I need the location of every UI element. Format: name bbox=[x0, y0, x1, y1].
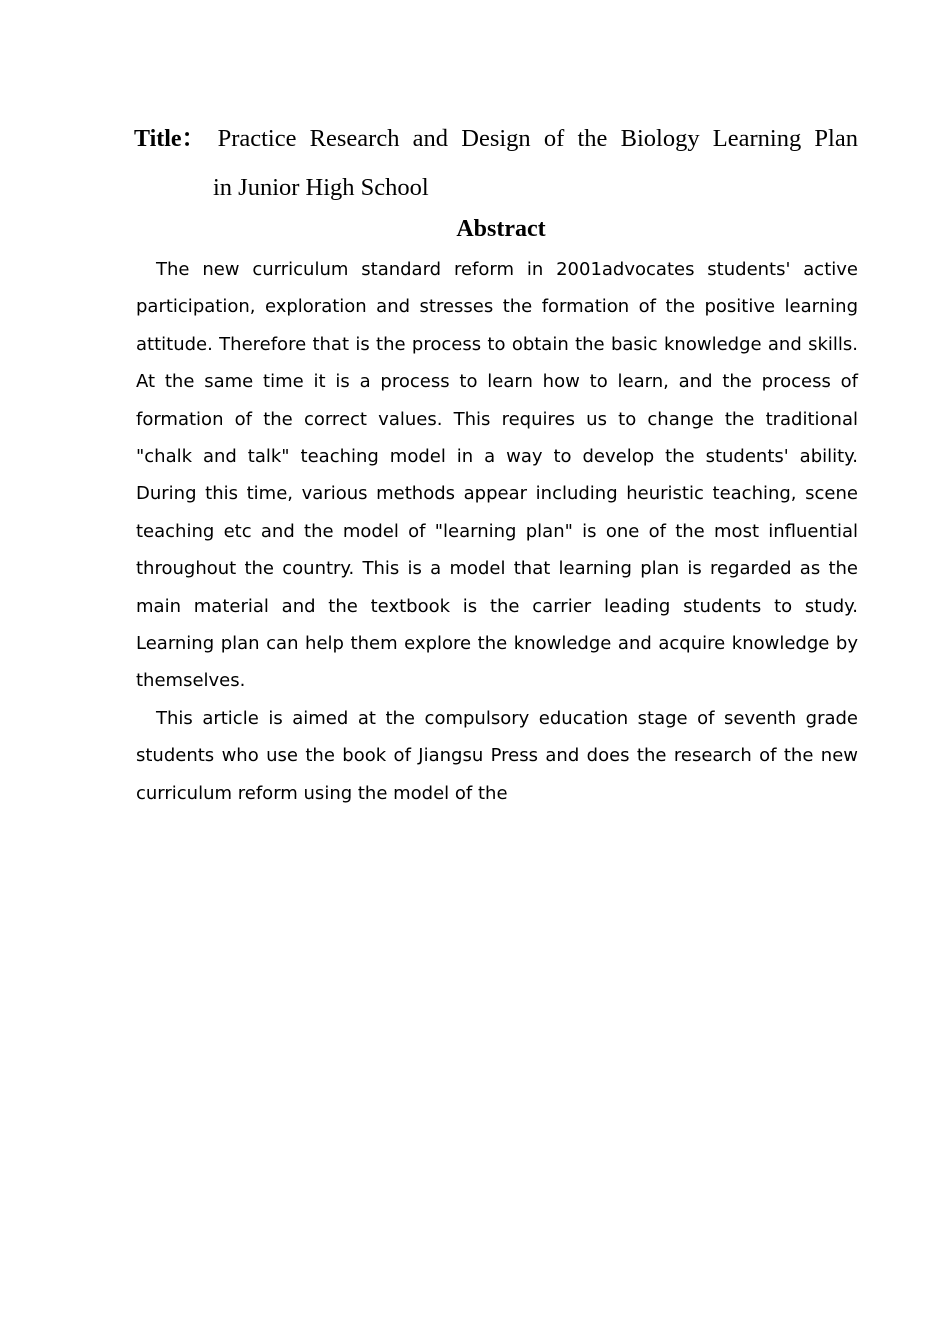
abstract-heading: Abstract bbox=[456, 216, 546, 242]
title-line bbox=[134, 118, 858, 164]
title-block bbox=[134, 118, 858, 206]
abstract-paragraph: The new curriculum standard reform in 2001advocates students' active participation, exploration and stresses the formation of the positive learning attitude. Therefore that is the process to obtain the basic knowledge and skills. At the same time it is a process to learn how to learn, and the process of formation of the correct values. This requires us to change the traditional "chalk and talk" teaching model in a way to develop the students' ability. During this time, various methods appear including heuristic teaching, scene teaching etc and the model of "learning plan" is one of the most influential throughout the country. This is a model that learning plan is regarded as the main material and the textbook is the carrier leading students to study. Learning plan can help them explore the knowledge and acquire knowledge by themselves. bbox=[136, 259, 858, 692]
title-label: Title： bbox=[134, 126, 206, 152]
title-text-line2: in Junior High School bbox=[213, 174, 429, 201]
abstract-paragraph: This article is aimed at the compulsory education stage of seventh grade students who use the book of Jiangsu Press and does the research of the new curriculum reform using the model of the bbox=[136, 707, 858, 804]
title-text-line1: Practice Research and Design of the Biology Learning Plan bbox=[217, 125, 858, 152]
abstract-body bbox=[136, 251, 858, 812]
